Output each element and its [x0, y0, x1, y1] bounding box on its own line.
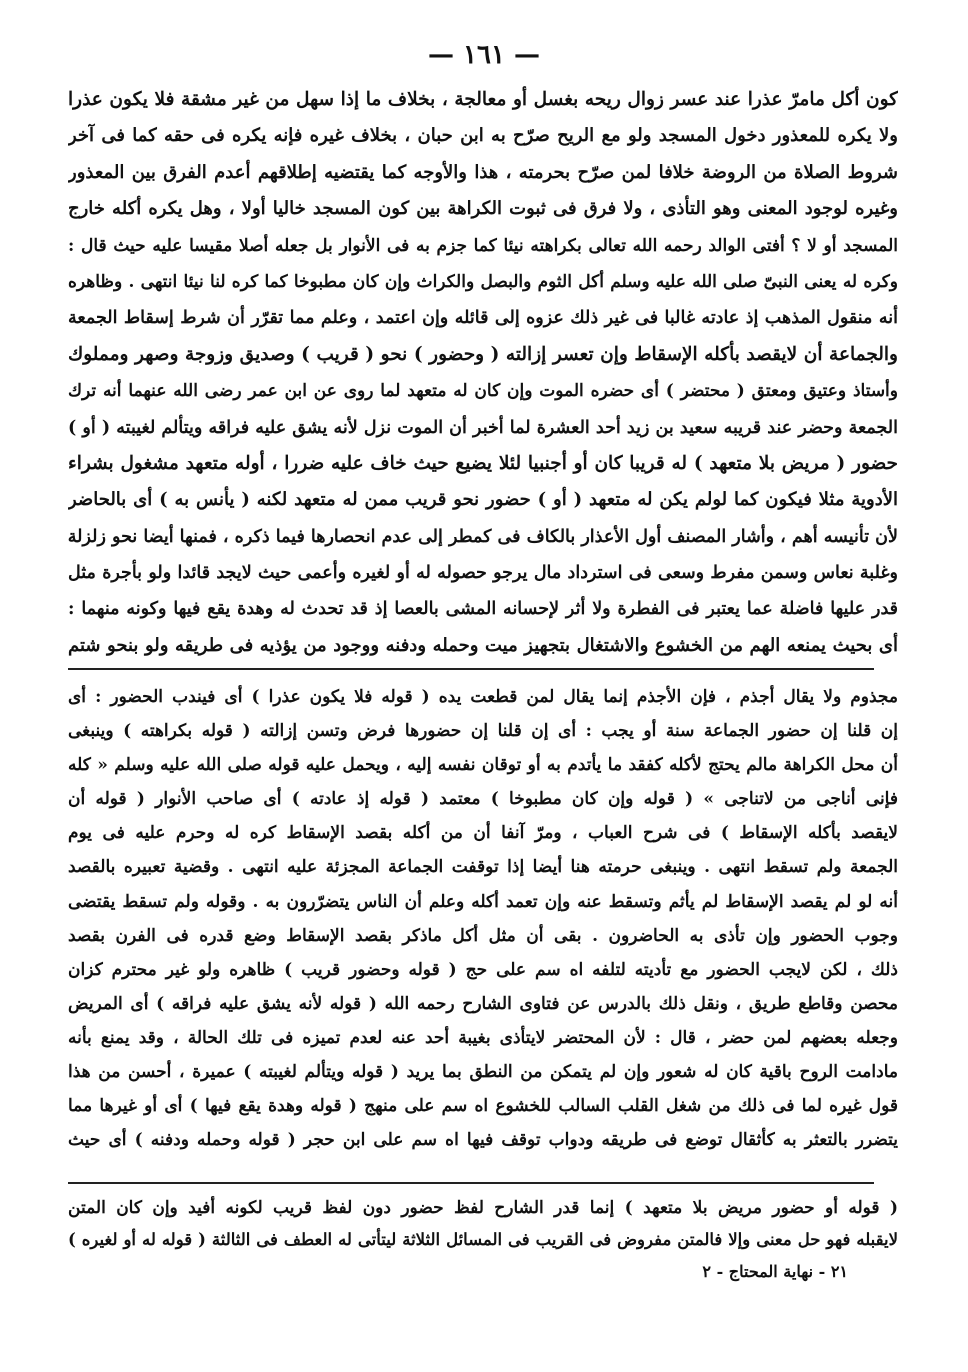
main-line: أنه منقول المذهب إذ عادته غالبا فى غير ذلك عزوه إلى قائله وإن اعتمد ، وعلم مما تقرّر أن شرط إسقاط الجمعة	[68, 308, 898, 329]
main-line: أى بحيث يمنعه الهم من الخشوع والاشتغال بتجهيز ميت وحمله ودفنه ووجود من يؤذيه فى طريقه ولو بنحو شتم	[68, 634, 898, 656]
commentary-line: وجوب الحضور وإن تأذى به الحاضرون . بقى أن مثل أكل ماذكر بقصد الإسقاط وضع قدره فى الفرن بقصد	[68, 925, 898, 946]
commentary-line: مجذوم ولا يقال أجذم ، فإن الأجذم إنما يقال لمن قطعت يده ( قوله فلا يكون عذرا ) أى فيندب الحضور : أى	[68, 687, 898, 707]
commentary-line: وجعله بعضهم لمن حضر ، قال : لأن المحتضر لايتأذى بغيبة أحد عنه لعدم تميزه فى تلك الحالة ، وقد يمنع بأنه	[68, 1027, 898, 1048]
commentary-line: فإنى أناجى من لاتناجى » ( قوله وإن كان مطبوخا ) معتمد ( قوله إذ عادته ) أى صاحب الأنوار ( قوله أن	[68, 789, 898, 810]
footnote-text	[68, 1192, 898, 1256]
page-number: — ١٦١ —	[427, 40, 541, 70]
main-line: وغلبة نعاس وسمن مفرط وسعى فى استرداد مال يرجو حصوله له أو لغيره وأعمى حيث لايجد قائدا ولو بأجرة مثل	[68, 563, 898, 584]
main-line: وكره له يعنى النبىّ صلى الله عليه وسلم أكل الثوم والبصل والكراث وإن كان مطبوخا كما كره لنا نيئا انتهى . وظاهره	[68, 271, 898, 292]
main-line: حضور ( مريض بلا متعهد ) له قريبا كان أو أجنبيا لئلا يضيع حيث خاف عليه ضررا ، أوله متعهد مشغول بشراء	[68, 452, 898, 474]
section-divider	[68, 1182, 874, 1184]
printer-signature: ٢١ - نهاية المحتاج - ٢	[702, 1262, 848, 1281]
commentary-line: قول غيره لما فى ذلك من شغل القلب السالب للخشوع اه سم على منهج ( قوله وهدة يقع فيها ) أى أو غيرها مما	[68, 1096, 898, 1117]
main-line: الأدوية مثلا فيكون كما لولم يكن له متعهد ( أو ) حضور نحو قريب ممن له متعهد لكنه ( يأنس به ) أى بالحاضر	[68, 489, 898, 511]
commentary-line: لايقصد بأكله الإسقاط ) فى شرح العباب ، ومرّ آنفا أن من أكله بقصد الإسقاط كره له وحرم عليه فى يوم	[68, 823, 898, 844]
main-line: وغيره لوجود المعنى وهو التأذى ، ولا فرق فى ثبوت الكراهة بين كون المسجد خاليا أولا ، وهل يكره أكله خارج	[68, 198, 898, 220]
commentary-line: يتضرر بالتعثر به كأثقال توضع فى طريقه ودواب توقف فيها اه سم على ابن حجر ( قوله وحمله ودفنه ) أى حيث	[68, 1130, 898, 1151]
main-line: لأن تأنيسه أهم ، وأشار المصنف أول الأعذار بالكاف فى كمطر إلى عدم انحصارها فيما ذكره ، فمنها أيضا نحو زلزلة	[68, 526, 898, 547]
main-text	[68, 82, 898, 664]
commentary-line: أنه لو لم يقصد الإسقاط لم يأثم وتسقط عنه وإن تعمد أكله وعلم أن الناس يتضرّرون به . وقوله ولم تسقط يقتضى	[68, 891, 898, 912]
main-line: والجماعة أن لايقصد بأكله الإسقاط وإن تعسر إزالته ( وحضور ) نحو ( قريب ) وصديق وزوجة وصهر ومملوك	[68, 343, 898, 365]
commentary-text	[68, 680, 898, 1157]
main-line: قدر عليها فاضلة عما يعتبر فى الفطرة ولا أثر لإحسانه المشى بالعصا إذ قد تحدث له وهدة يقع فيها وكونه منهما :	[68, 599, 898, 620]
commentary-line: مادامت الروح باقية كان له شعور وإن لم يتمكن من النطق بما يريد ( قوله ويتألم لغيبته ) عميرة ، أحسن من هذا	[68, 1062, 898, 1083]
main-line: المسجد أو لا ؟ أفتى الوالد رحمه الله تعالى بكراهته نيئا كما جزم به فى الأنوار بل جعله أصلا مقيسا عليه حيث قال :	[68, 235, 898, 256]
commentary-line: إن قلنا إن حضور الجماعة سنة أو يجب : أى إن قلنا إن حضورها فرض وتسن إزالته ( قوله بكراهته ) وينبغى	[68, 721, 898, 742]
footnote-line: لايقبله فهو حل معنى وإلا فالمتن مفروض فى القريب فى المسائل الثلاثة ليتأتى له العطف فى الثالثة ( قوله له أو لغيره )	[68, 1230, 898, 1249]
main-line: ولا يكره للمعذور دخول المسجد ولو مع الريح صرّح به ابن حبان ، بخلاف غيره فإنه يكره فى حقه كما فى آخر	[68, 125, 898, 147]
commentary-line: الجمعة ولم تسقط انتهى . وينبغى حرمته هنا أيضا إذا توقفت الجماعة المجزئة عليه انتهى . وقضية تعبيره بالقصد	[68, 857, 898, 878]
section-divider	[68, 668, 874, 670]
main-line: وأستاذ وعتيق ومعتق ( محتضر ) أى حضره الموت وإن كان له متعهد لما روى عن ابن عمر رضى الله عنهما أنه ترك	[68, 381, 898, 402]
commentary-line: أن محل الكراهة مالم يحتج لأكله كفقد ما يأتدم به أو توقان نفسه إليه ، ويحمل عليه قوله صلى الله عليه وسلم « كله	[68, 755, 898, 776]
main-line: الجمعة وحضر عند قريبه سعيد بن زيد أحد العشرة لما أخبر أن الموت نزل لأنه يشق عليه فراقه ويتألم لغيبته ( أو )	[68, 417, 898, 438]
commentary-line: ذلك ، لكن لايجب الحضور مع تأديته لتلفه اه سم على حج ( قوله وحضور قريب ) ظاهره ولو غير محترم كزان	[68, 959, 898, 980]
main-line: شروط الصلاة من الروضة خلافا لمن صرّح بحرمته ، هذا والأوجه كما يقتضيه إطلاقهم أعدم الفرق بين المعذور	[68, 161, 898, 183]
footnote-line: ( قوله أو حضور مريض بلا متعهد ) إنما قدر الشارح لفظ حضور دون لفظ قريب لكونه أفيد وإن كان المتن	[68, 1198, 898, 1218]
main-line: كون أكل مامرّ عذرا عند عسر زوال ريحه بغسل أو معالجة ، بخلاف ما إذا سهل من غير مشقة فلا يكون عذرا	[68, 89, 898, 110]
commentary-line: محصن وقاطع طريق ، ونقل ذلك بالدرس عن فتاوى الشارح رحمه الله ( قوله لأنه يشق عليه فراقه ) أى المريض	[68, 993, 898, 1014]
